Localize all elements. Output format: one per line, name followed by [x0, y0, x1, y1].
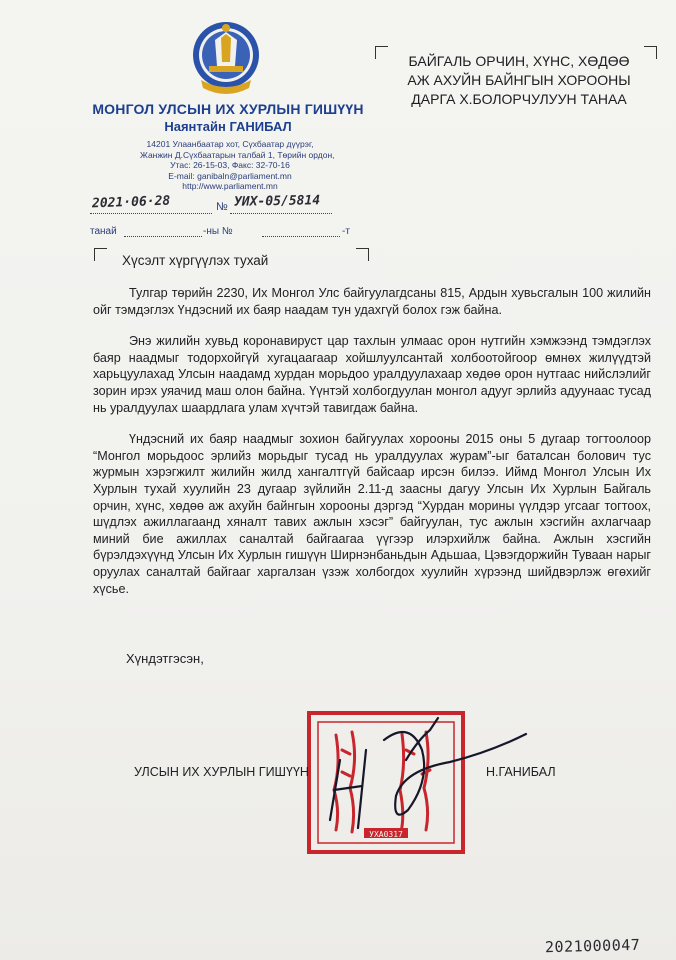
handwritten-number: УИХ-05/5814: [233, 193, 321, 210]
reply-to-label: танай: [90, 226, 117, 237]
state-emblem-icon: [191, 18, 261, 96]
subject-corner-left: [94, 248, 107, 261]
number-line: [230, 213, 332, 214]
contact-email: E-mail: ganibaln@parliament.mn: [168, 170, 292, 181]
letterhead-org: МОНГОЛ УЛСЫН ИХ ХУРЛЫН ГИШҮҮН: [92, 101, 364, 117]
date-line: [90, 213, 212, 214]
seal-code: УХА0317: [369, 830, 403, 839]
letterhead-name: Наянтайн ГАНИБАЛ: [164, 119, 292, 134]
contact-website: http://www.parliament.mn: [182, 181, 278, 191]
addressee-line-1: БАЙГАЛЬ ОРЧИН, ХҮНС, ХӨДӨӨ: [408, 53, 630, 69]
signatory-name: Н.ГАНИБАЛ: [486, 765, 556, 779]
number-sign: №: [216, 201, 228, 213]
body-paragraph-2: Энэ жилийн хувьд коронавируст цар тахлын улмаас орон нутгийн хэмжээнд тэмдэглэх баяр наадмыг тодорхойгүй хугацаагаар хойшлуулсантай холбоотойгоор өмнөх жилүүдтэй харьцуулахад Улсын наадамд хурдан морьдоо уралдуулахаар хөдөө орон нутгаас нийслэлийг зорин ирэх уяачид маш олон байна. Үүнтэй холбогдуулан монгол адууг эрлийз адуунаас тусад нь уралдуулах шаардлага улам хүчтэй тавигдаж байна.: [93, 334, 651, 415]
body-paragraph-3: Үндэсний их баяр наадмыг зохион байгуулах хорооны 2015 оны 5 дугаар тогтоолоор “Монгол морьдоос эрлийз морьдыг тусад нь уралдуулах журам”-ыг баталсан болович тус журмын хэрэгжилт жилийн жилд хангалтгүй байсаар ирсэн билээ. Иймд Монгол Улсын Их Хурлын тухай хуулийн 23 дугаар зүйлийн 2.11-д заасны дагуу Улсын Их Хурлын Байгаль орчин, хүнс, хөдөө аж ахуйн байнгын хорооны дэргэд “Хурдан морины үүлдэр угсааг тогтоох, шүдлэх ажиллагаанд хяналт тавих ажлын хэсэг” байгуулан, тус ажлын хэсгийн ахлагчаар миний бие ажиллах саналтай байгаагаа үүгээр илэрхийлж байна. Ажлын хэсгийн бүрэлдэхүүнд Улсын Их Хурлын гишүүн Ширнэнбаньдын Адьшаа, Цэвэгдоржийн Туваан нарыг оруулах саналтай байгааг харгалзан үзэж холбогдох хуулийн хүрээнд шийдвэрлэж өгөхийг хүсье.: [93, 432, 651, 596]
handwritten-date: 2021·06·28: [91, 193, 171, 212]
addressee-line-2: АЖ АХУЙН БАЙНГЫН ХОРООНЫ: [407, 72, 631, 88]
reply-number-suffix: -т: [342, 226, 350, 237]
addressee-line-3: ДАРГА Х.БОЛОРЧУЛУУН ТАНАА: [411, 91, 627, 107]
document-serial-number: 2021000047: [544, 935, 641, 957]
subject-corner-right: [356, 248, 369, 261]
letter-body: [93, 285, 651, 612]
contact-address-1: 14201 Улаанбаатар хот, Сүхбаатар дүүрэг,: [146, 139, 314, 149]
reply-date-line: [124, 236, 202, 237]
body-paragraph-1: Тулгар төрийн 2230, Их Монгол Улс байгуулагдсаны 815, Ардын хувьсгалын 100 жилийн ойг тэмдэглэх Үндэсний их баяр наадам тун удахгүй болох гэж байна.: [93, 286, 651, 317]
letterhead-contacts: [140, 139, 335, 192]
reply-date-suffix: -ны №: [203, 226, 233, 237]
letter-subject: Хүсэлт хүргүүлэх тухай: [122, 253, 269, 268]
closing-greeting: Хүндэтгэсэн,: [126, 651, 204, 666]
contact-address-2: Жанжин Д.Сүхбаатарын талбай 1, Төрийн ордон,: [140, 149, 335, 160]
contact-phone: Утас: 26-15-03, Факс: 32-70-16: [170, 160, 290, 170]
signatory-title: УЛСЫН ИХ ХУРЛЫН ГИШҮҮН: [134, 765, 309, 779]
addressee-block: [384, 52, 654, 109]
reply-number-line: [262, 236, 340, 237]
